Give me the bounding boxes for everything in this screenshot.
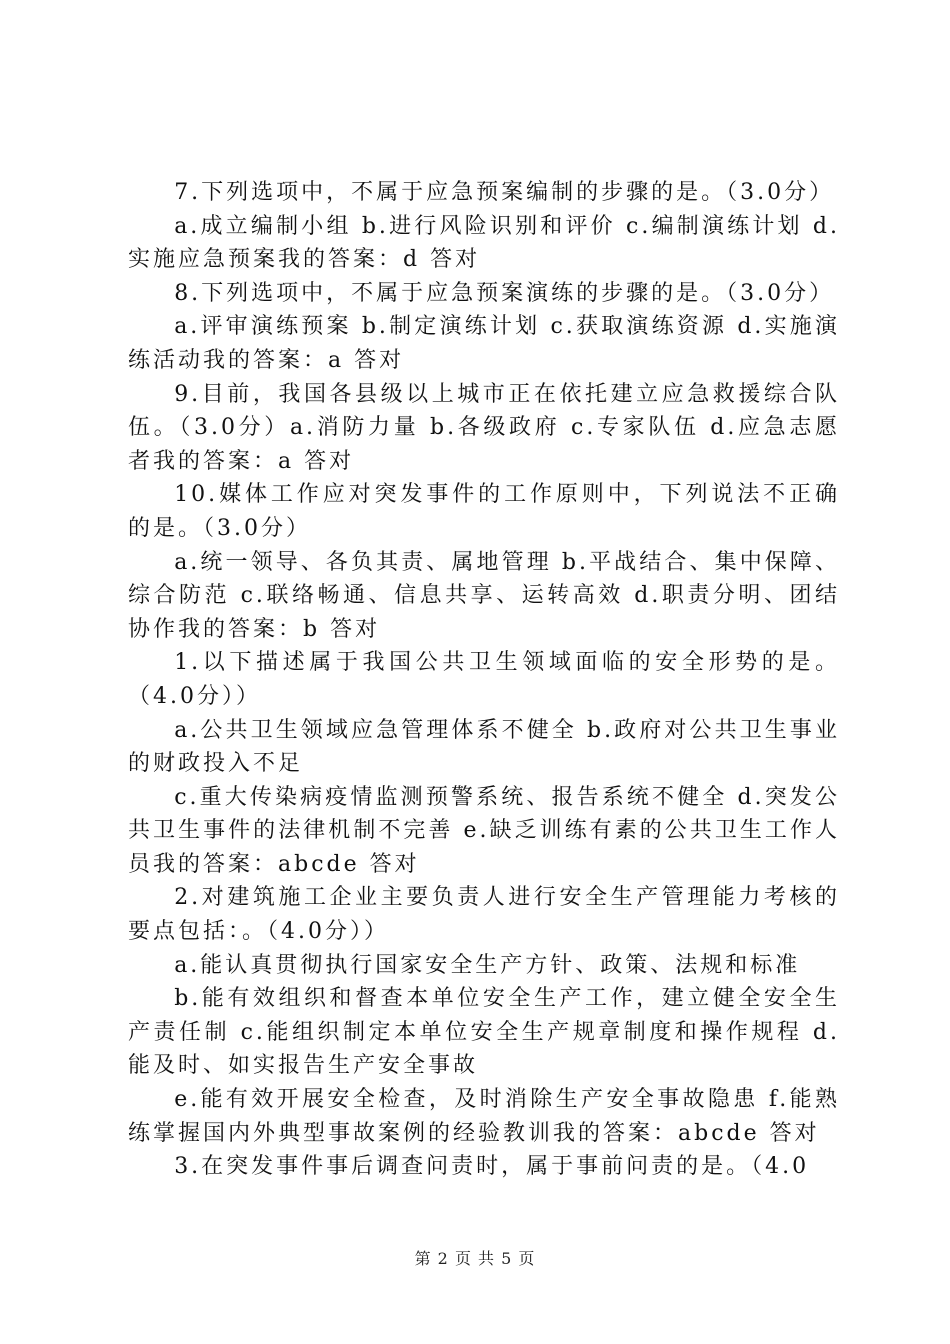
question-10: 10.媒体工作应对突发事件的工作原则中，下列说法不正确的是。（3.0分）: [128, 482, 840, 541]
multi-question-1: 1.以下描述属于我国公共卫生领域面临的安全形势的是。（4.0分））: [128, 650, 840, 709]
multi-question-2: 2.对建筑施工企业主要负责人进行安全生产管理能力考核的要点包括：。（4.0分））: [128, 885, 840, 945]
multi-question-2-option-a: a.能认真贯彻执行国家安全生产方针、政策、法规和标准: [174, 952, 801, 978]
question-8: 8.下列选项中，不属于应急预案演练的步骤的是。（3.0分）: [174, 280, 835, 306]
multi-question-2-options-bcd: b.能有效组织和督查本单位安全生产工作，建立健全安全生产责任制 c.能组织制定本单位安全生产规章制度和操作规程 d.能及时、如实报告生产安全事故: [128, 986, 840, 1079]
multi-question-1-options-ab: a.公共卫生领域应急管理体系不健全 b.政府对公共卫生事业的财政投入不足: [128, 717, 840, 777]
multi-question-3: 3.在突发事件事后调查问责时，属于事前问责的是。（4.0: [174, 1154, 810, 1180]
multi-question-1-options-cde: c.重大传染病疫情监测预警系统、报告系统不健全 d.突发公共卫生事件的法律机制不完善 e.缺乏训练有素的公共卫生工作人员我的答案：abcde 答对: [128, 784, 840, 877]
question-7: 7.下列选项中，不属于应急预案编制的步骤的是。（3.0分）: [174, 180, 835, 205]
multi-question-2-options-ef: e.能有效开展安全检查，及时消除生产安全事故隐患 f.能熟练掌握国内外典型事故案例的经验教训我的答案：abcde 答对: [128, 1087, 840, 1146]
question-7-options: a.成立编制小组 b.进行风险识别和评价 c.编制演练计划 d.实施应急预案我的答案：d 答对: [128, 213, 840, 273]
question-10-options: a.统一领导、各负其责、属地管理 b.平战结合、集中保障、综合防范 c.联络畅通、信息共享、运转高效 d.职责分明、团结协作我的答案：b 答对: [128, 549, 840, 642]
question-8-options: a.评审演练预案 b.制定演练计划 c.获取演练资源 d.实施演练活动我的答案：a 答对: [128, 314, 840, 373]
question-9: 9.目前，我国各县级以上城市正在依托建立应急救援综合队伍。（3.0分）a.消防力量 b.各级政府 c.专家队伍 d.应急志愿者我的答案：a 答对: [128, 381, 840, 474]
page-footer: 第 2 页 共 5 页: [414, 1249, 536, 1268]
document-body: [128, 176, 840, 1184]
